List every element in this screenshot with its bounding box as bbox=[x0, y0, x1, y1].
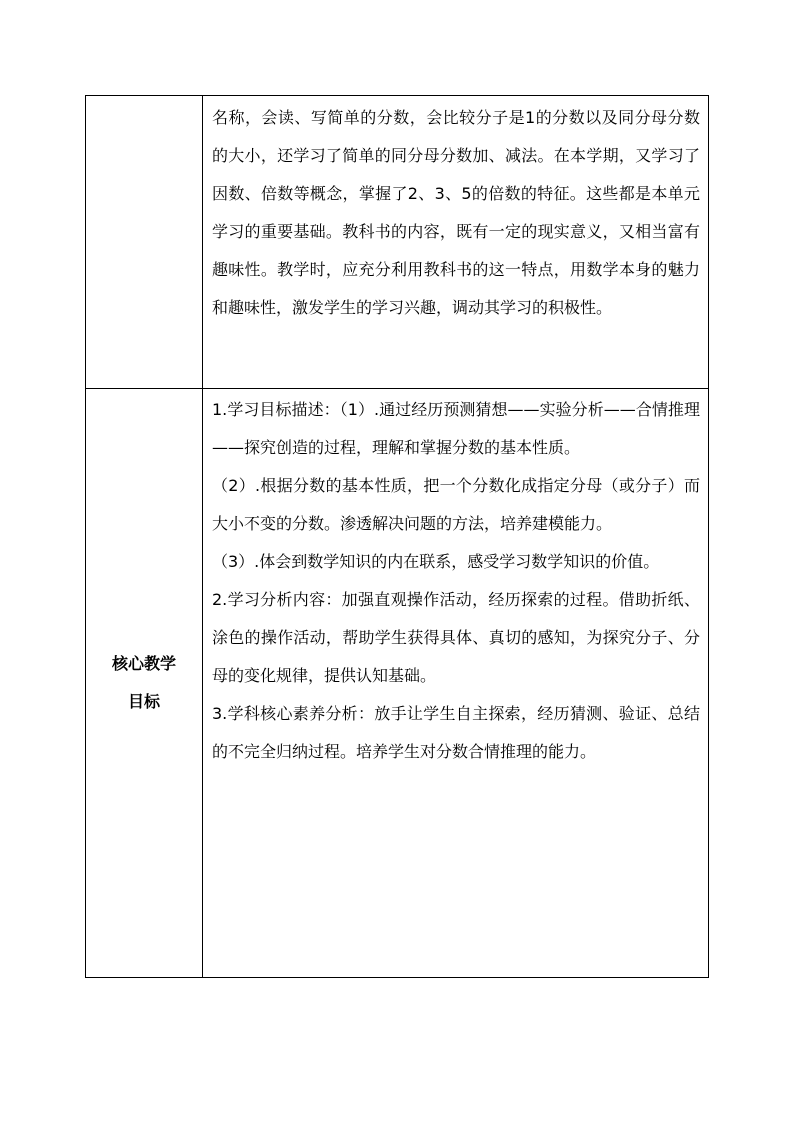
analysis-content-cell bbox=[203, 96, 709, 389]
row-label-cell bbox=[86, 96, 203, 389]
objective-paragraph: 3.学科核心素养分析：放手让学生自主探索，经历猜测、验证、总结的不完全归纳过程。培养学生对分数合情推理的能力。 bbox=[212, 704, 700, 761]
objectives-content-cell bbox=[203, 389, 709, 978]
objective-paragraph: （3）.体会到数学知识的内在联系，感受学习数学知识的价值。 bbox=[212, 552, 660, 571]
table-row bbox=[86, 389, 709, 978]
analysis-paragraph: 名称，会读、写简单的分数，会比较分子是1的分数以及同分母分数的大小，还学习了简单的同分母分数加、减法。在本学期，又学习了因数、倍数等概念，掌握了2、3、5的倍数的特征。这些都是本单元学习的重要基础。教科书的内容，既有一定的现实意义，又相当富有趣味性。教学时，应充分利用教科书的这一特点，用数学本身的魅力和趣味性，激发学生的学习兴趣，调动其学习的积极性。 bbox=[212, 108, 700, 317]
row-label-line1: 核心教学 bbox=[111, 654, 176, 673]
table-row bbox=[86, 96, 709, 389]
objective-paragraph: 1.学习目标描述：（1）.通过经历预测猜想——实验分析——合情推理——探究创造的过程，理解和掌握分数的基本性质。 bbox=[212, 400, 700, 457]
objective-paragraph: （2）.根据分数的基本性质，把一个分数化成指定分母（或分子）而大小不变的分数。渗透解决问题的方法，培养建模能力。 bbox=[212, 476, 700, 533]
lesson-plan-table bbox=[85, 95, 709, 978]
row-label-cell bbox=[86, 389, 203, 978]
row-label-line2: 目标 bbox=[127, 692, 160, 711]
objective-paragraph: 2.学习分析内容：加强直观操作活动，经历探索的过程。借助折纸、涂色的操作活动，帮助学生获得具体、真切的感知，为探究分子、分母的变化规律，提供认知基础。 bbox=[212, 590, 700, 685]
